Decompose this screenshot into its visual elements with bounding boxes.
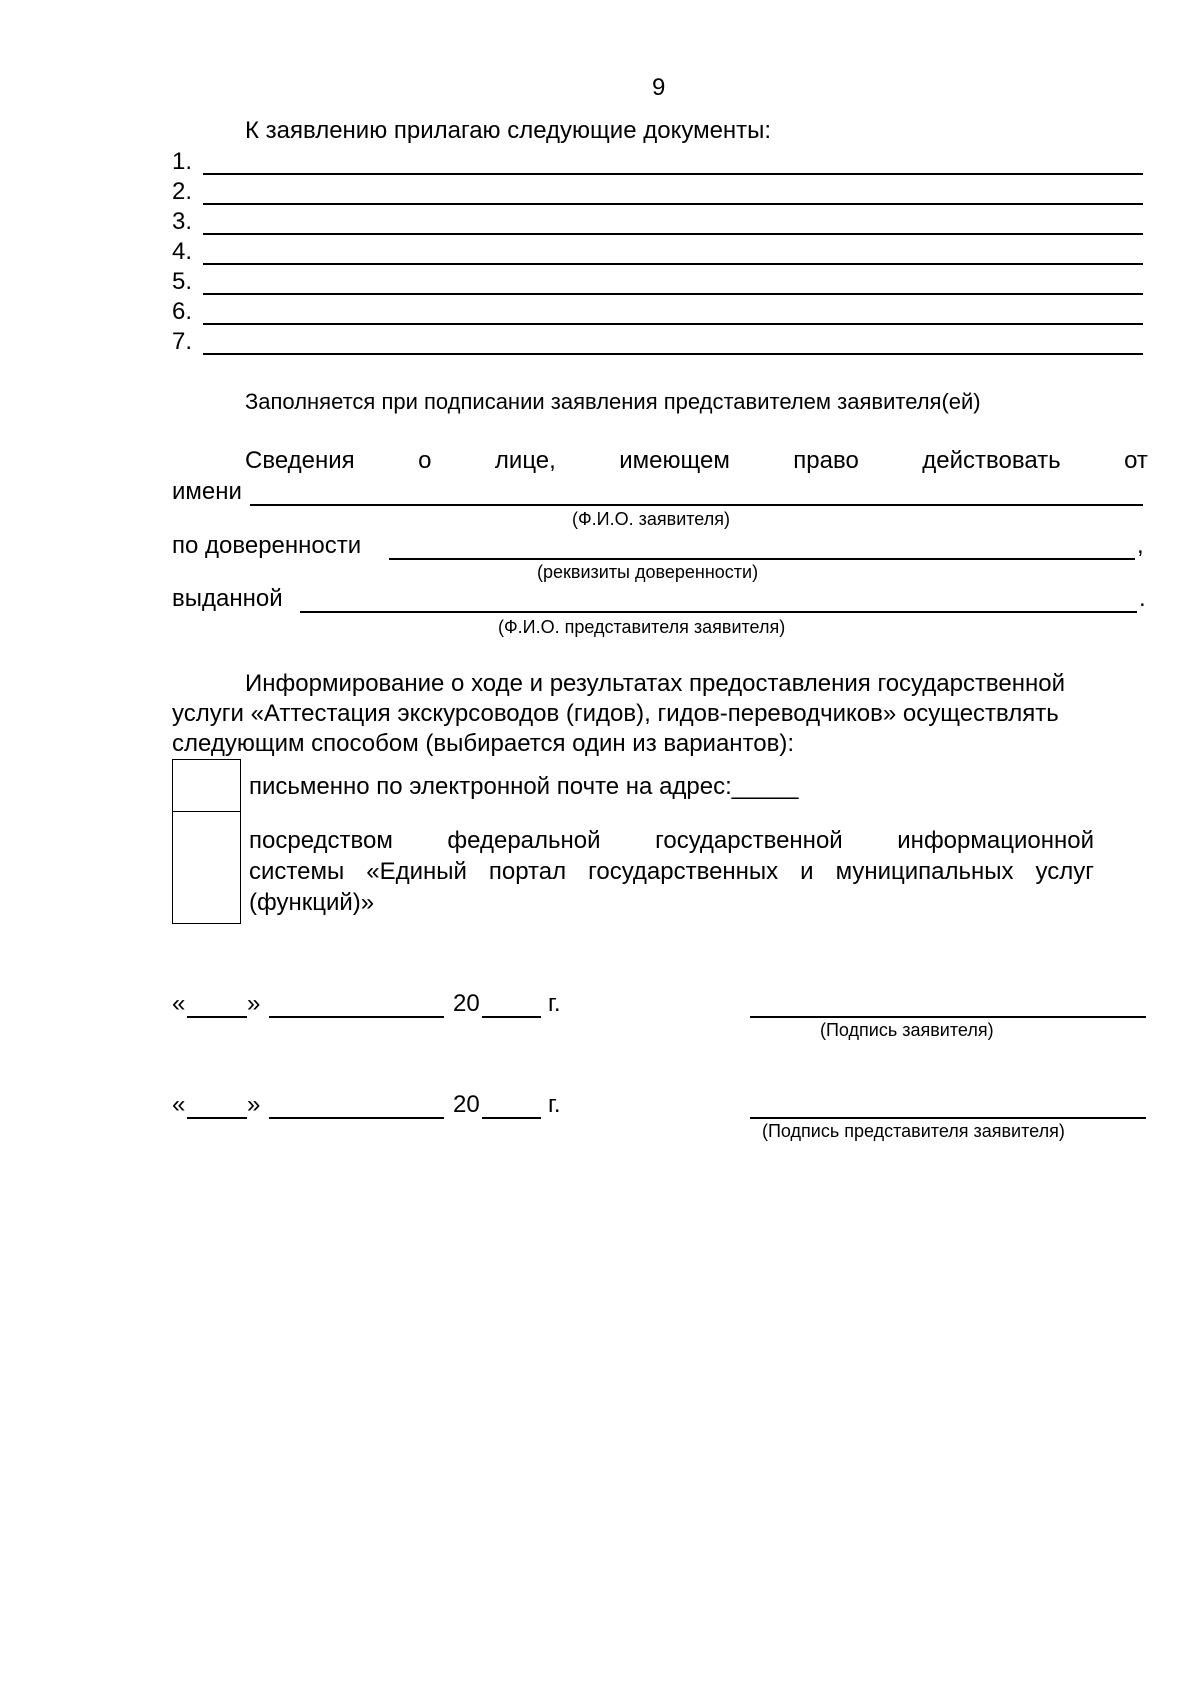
attachment-field-3[interactable] — [203, 233, 1143, 235]
issued-end-punct: . — [1139, 585, 1146, 612]
date-close-quote: » — [247, 1091, 261, 1118]
date-day-field[interactable] — [187, 1117, 247, 1119]
option-portal-checkbox[interactable] — [172, 811, 241, 924]
list-item-number: 1. — [172, 148, 193, 175]
representative-intro — [245, 447, 1148, 475]
date-year-prefix: 20 — [453, 990, 480, 1017]
representative-signature-caption: (Подпись представителя заявителя) — [762, 1121, 1065, 1141]
list-item-number: 5. — [172, 268, 193, 295]
intro-word: о — [418, 447, 432, 474]
applicant-name-field[interactable] — [250, 504, 1143, 506]
intro-word: право — [793, 447, 859, 474]
date-year-field[interactable] — [482, 1117, 541, 1119]
date-month-field[interactable] — [269, 1117, 444, 1119]
poa-label: по доверенности — [172, 532, 362, 559]
issued-to-field[interactable] — [300, 611, 1137, 613]
date-day-field[interactable] — [187, 1016, 247, 1018]
informing-line-2: услуги «Аттестация экскурсоводов (гидов), гидов-переводчиков» осуществлять — [172, 700, 1059, 727]
issued-caption: (Ф.И.О. представителя заявителя) — [498, 617, 786, 637]
date-close-quote: » — [247, 990, 261, 1017]
applicant-signature-field[interactable] — [750, 1016, 1146, 1018]
issued-label: выданной — [172, 585, 283, 612]
poa-details-field[interactable] — [389, 558, 1135, 560]
date-open-quote: « — [172, 990, 186, 1017]
option-email-label: письменно по электронной почте на адрес:_____ — [249, 773, 799, 800]
attachments-heading: К заявлению прилагаю следующие документы: — [245, 117, 772, 144]
option-email-checkbox[interactable] — [172, 759, 241, 812]
date-open-quote: « — [172, 1091, 186, 1118]
date-year-prefix: 20 — [453, 1091, 480, 1118]
attachment-field-5[interactable] — [203, 293, 1143, 295]
date-year-field[interactable] — [482, 1016, 541, 1018]
applicant-name-caption: (Ф.И.О. заявителя) — [572, 509, 730, 529]
intro-word: лице, — [494, 447, 556, 474]
date-month-field[interactable] — [269, 1016, 444, 1018]
option-portal-label-line-1: посредством федеральной государственной информационной — [249, 827, 1094, 854]
option-portal-label-line-2: системы «Единый портал государственных и муниципальных услуг — [249, 858, 1094, 885]
representative-note: Заполняется при подписании заявления представителем заявителя(ей) — [245, 389, 981, 414]
poa-caption: (реквизиты доверенности) — [537, 562, 759, 582]
name-prefix: имени — [172, 478, 242, 505]
attachment-field-2[interactable] — [203, 203, 1143, 205]
page-number: 9 — [652, 74, 666, 101]
intro-word: имеющем — [619, 447, 730, 474]
attachment-field-6[interactable] — [203, 323, 1143, 325]
option-portal-label-line-3: (функций)» — [249, 889, 375, 916]
informing-line-3: следующим способом (выбирается один из вариантов): — [172, 730, 795, 757]
informing-line-1: Информирование о ходе и результатах предоставления государственной — [245, 670, 1066, 697]
attachment-field-1[interactable] — [203, 173, 1143, 175]
applicant-signature-caption: (Подпись заявителя) — [820, 1020, 994, 1040]
date-year-suffix: г. — [548, 990, 561, 1017]
list-item-number: 7. — [172, 328, 193, 355]
representative-signature-field[interactable] — [750, 1117, 1146, 1119]
attachment-field-4[interactable] — [203, 263, 1143, 265]
intro-word: действовать — [922, 447, 1061, 474]
list-item-number: 3. — [172, 208, 193, 235]
list-item-number: 6. — [172, 298, 193, 325]
intro-word: Сведения — [245, 447, 355, 474]
list-item-number: 2. — [172, 178, 193, 205]
list-item-number: 4. — [172, 238, 193, 265]
attachment-field-7[interactable] — [203, 353, 1143, 355]
date-year-suffix: г. — [548, 1091, 561, 1118]
poa-end-punct: , — [1137, 532, 1144, 559]
intro-word: от — [1124, 447, 1148, 474]
